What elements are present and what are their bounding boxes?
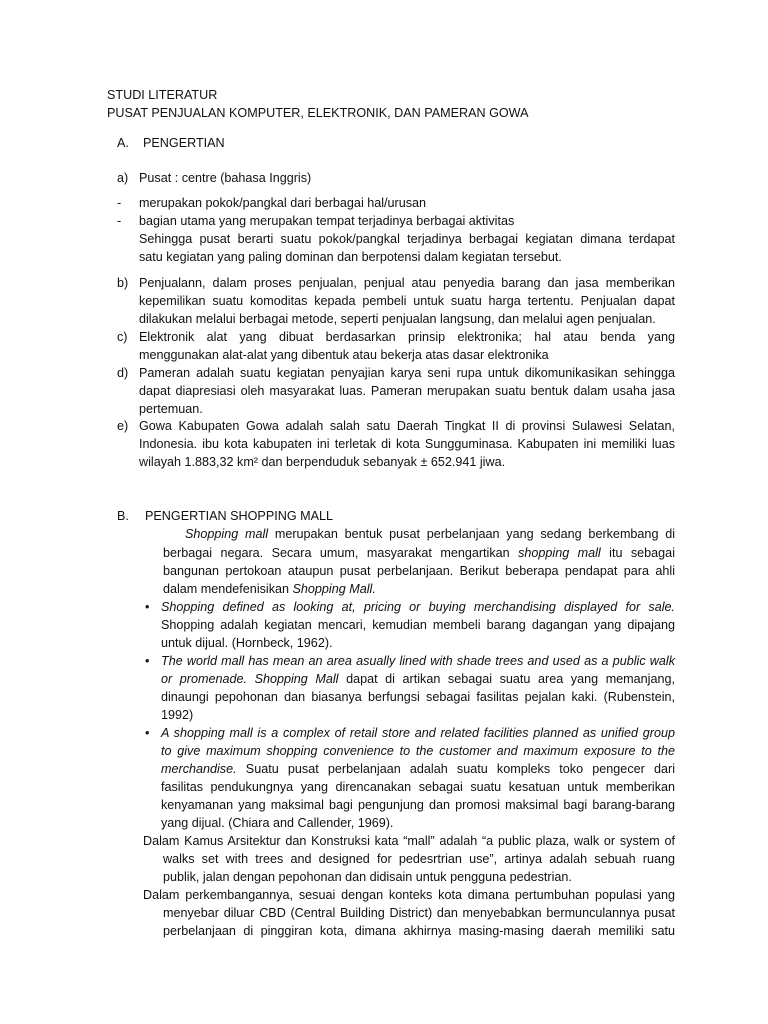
kamus-line-3: publik, jalan dengan pepohonan dan didisain untuk pengguna pedestrian. bbox=[163, 870, 572, 884]
intro-line-4 bbox=[163, 580, 675, 598]
item-b-line-1: Penjualann, dalam proses penjualan, penjual atau penyedia barang dan jasa memberikan bbox=[139, 276, 675, 290]
bullet-3-line-2: to give maximum shopping convenience to the customer and maximum exposure to the bbox=[161, 744, 675, 758]
section-a-marker: A. bbox=[117, 136, 129, 150]
item-d-marker: d) bbox=[117, 366, 129, 380]
section-a-heading: PENGERTIAN bbox=[143, 136, 225, 150]
dash-marker-1: - bbox=[117, 196, 122, 210]
bullet-3-line-6: yang dijual. (Chiara and Callender, 1969). bbox=[161, 816, 394, 830]
intro-line-1 bbox=[185, 525, 675, 543]
pusat-summary-line-2: satu kegiatan yang paling dominan dan berpotensi dalam kegiatan tersebut. bbox=[139, 250, 562, 264]
item-d-line-3: pertemuan. bbox=[139, 402, 203, 416]
doc-title-line-2: PUSAT PENJUALAN KOMPUTER, ELEKTRONIK, DAN PAMERAN GOWA bbox=[107, 106, 529, 120]
dash-marker-2: - bbox=[117, 214, 122, 228]
item-b-line-3: dilakukan melalui berbagai metode, seperti penjualan langsung, dan melalui agen penjualan. bbox=[139, 312, 656, 326]
perkembangan-line-1: Dalam perkembangannya, sesuai dengan konteks kota dimana pertumbuhan populasi yang bbox=[143, 888, 675, 902]
item-a-marker: a) bbox=[117, 171, 129, 185]
bullet-3-term: merchandise. bbox=[161, 762, 237, 776]
section-b-heading: PENGERTIAN SHOPPING MALL bbox=[145, 509, 334, 523]
bullet-2-term: Shopping Mall bbox=[254, 672, 339, 686]
intro-text: dalam mendefenisikan bbox=[163, 582, 293, 596]
intro-term: Shopping mall bbox=[185, 527, 269, 541]
bullet-1-line-3: untuk dijual. (Hornbeck, 1962). bbox=[161, 636, 333, 650]
bullet-3-line-5: kenyamanan yang maksimal bagi pengunjung dan promosi maksimal bagi barang-barang bbox=[161, 798, 675, 812]
bullet-3-text: Suatu pusat perbelanjaan adalah suatu kompleks toko pengecer dari bbox=[236, 762, 675, 776]
item-a-text: Pusat : centre (bahasa Inggris) bbox=[139, 171, 312, 185]
item-e-line-1: Gowa Kabupaten Gowa adalah salah satu Daerah Tingkat II di provinsi Sulawesi Selatan, bbox=[139, 419, 675, 433]
intro-text: berbagai negara. Secara umum, masyarakat mengartikan bbox=[163, 546, 519, 560]
intro-line-3: bangunan pertokoan ataupun pusat perbelanjaan. Berikut beberapa pendapat para ahli bbox=[163, 564, 675, 578]
item-c-line-1: Elektronik alat yang dibuat berdasarkan prinsip elektronika; hal atau benda yang bbox=[139, 330, 675, 344]
item-c-marker: c) bbox=[117, 330, 128, 344]
item-b-line-2: kepemilikan suatu komoditas kepada pembeli untuk suatu harga tertentu. Penjualan dapat bbox=[139, 294, 675, 308]
item-d-line-1: Pameran adalah suatu kegiatan penyajian karya seni rupa untuk dikomunikasikan sehingga bbox=[139, 366, 675, 380]
section-b-marker: B. bbox=[117, 509, 129, 523]
intro-line-2 bbox=[163, 544, 675, 562]
dash-item-1: merupakan pokok/pangkal dari berbagai hal/urusan bbox=[139, 196, 427, 210]
bullet-marker-2: • bbox=[145, 654, 150, 668]
perkembangan-line-3: perbelanjaan di pinggiran kota, dimana akhirnya masing-masing daerah memiliki satu bbox=[163, 924, 675, 938]
bullet-1-line-1: Shopping defined as looking at, pricing or buying merchandising displayed for sale. bbox=[161, 600, 675, 614]
item-e-line-3: wilayah 1.883,32 km² dan berpenduduk sebanyak ± 652.941 jiwa. bbox=[139, 455, 506, 469]
intro-text: itu sebagai bbox=[600, 546, 675, 560]
intro-term: Shopping Mall. bbox=[292, 582, 376, 596]
item-d-line-2: dapat diapresiasi oleh masyarakat luas. Pameran merupakan suatu bentuk dalam usaha jasa bbox=[139, 384, 675, 398]
item-e-line-2: Indonesia. ibu kota kabupaten ini terletak di kota Sungguminasa. Kabupaten ini memiliki luas bbox=[139, 437, 675, 451]
bullet-marker-3: • bbox=[145, 726, 150, 740]
kamus-line-2: walks set with trees and designed for pedesrtrian use”, artinya adalah sebuah ruang bbox=[163, 852, 675, 866]
bullet-3-line-1: A shopping mall is a complex of retail store and related facilities planned as unified group bbox=[161, 726, 675, 740]
bullet-2-text: or promenade. bbox=[161, 672, 255, 686]
bullet-3-line-4: fasilitas pendukungnya yang direncanakan sebagai suatu kesatuan untuk memberikan bbox=[161, 780, 675, 794]
intro-text: merupakan bentuk pusat perbelanjaan yang sedang berkembang di bbox=[268, 527, 676, 541]
item-e-marker: e) bbox=[117, 419, 129, 433]
bullet-2-line-2 bbox=[161, 670, 675, 688]
pusat-summary-line-1: Sehingga pusat berarti suatu pokok/pangkal terjadinya berbagai kegiatan dimana terdapat bbox=[139, 232, 675, 246]
bullet-2-line-4: 1992) bbox=[161, 708, 194, 722]
item-c-line-2: menggunakan alat-alat yang dibentuk atau bekerja atas dasar elektronika bbox=[139, 348, 549, 362]
doc-title-line-1: STUDI LITERATUR bbox=[107, 88, 218, 102]
kamus-line-1: Dalam Kamus Arsitektur dan Konstruksi kata “mall” adalah “a public plaza, walk or system of bbox=[143, 834, 675, 848]
item-b-marker: b) bbox=[117, 276, 129, 290]
bullet-2-text: dapat di artikan sebagai suatu area yang memanjang, bbox=[338, 672, 675, 686]
bullet-2-line-1: The world mall has mean an area asually lined with shade trees and used as a public walk bbox=[161, 654, 675, 668]
dash-item-2: bagian utama yang merupakan tempat terjadinya berbagai aktivitas bbox=[139, 214, 515, 228]
bullet-3-line-3 bbox=[161, 760, 675, 778]
bullet-marker-1: • bbox=[145, 600, 150, 614]
intro-term: shopping mall bbox=[518, 546, 601, 560]
perkembangan-line-2: menyebar diluar CBD (Central Building District) dan menyebabkan bermunculannya pusat bbox=[163, 906, 675, 920]
bullet-1-line-2: Shopping adalah kegiatan mencari, kemudian membeli barang dagangan yang dipajang bbox=[161, 618, 675, 632]
bullet-2-line-3: dinaungi pepohonan dan biasanya berfungsi sebagai fasilitas pejalan kaki. (Rubenstein, bbox=[161, 690, 675, 704]
